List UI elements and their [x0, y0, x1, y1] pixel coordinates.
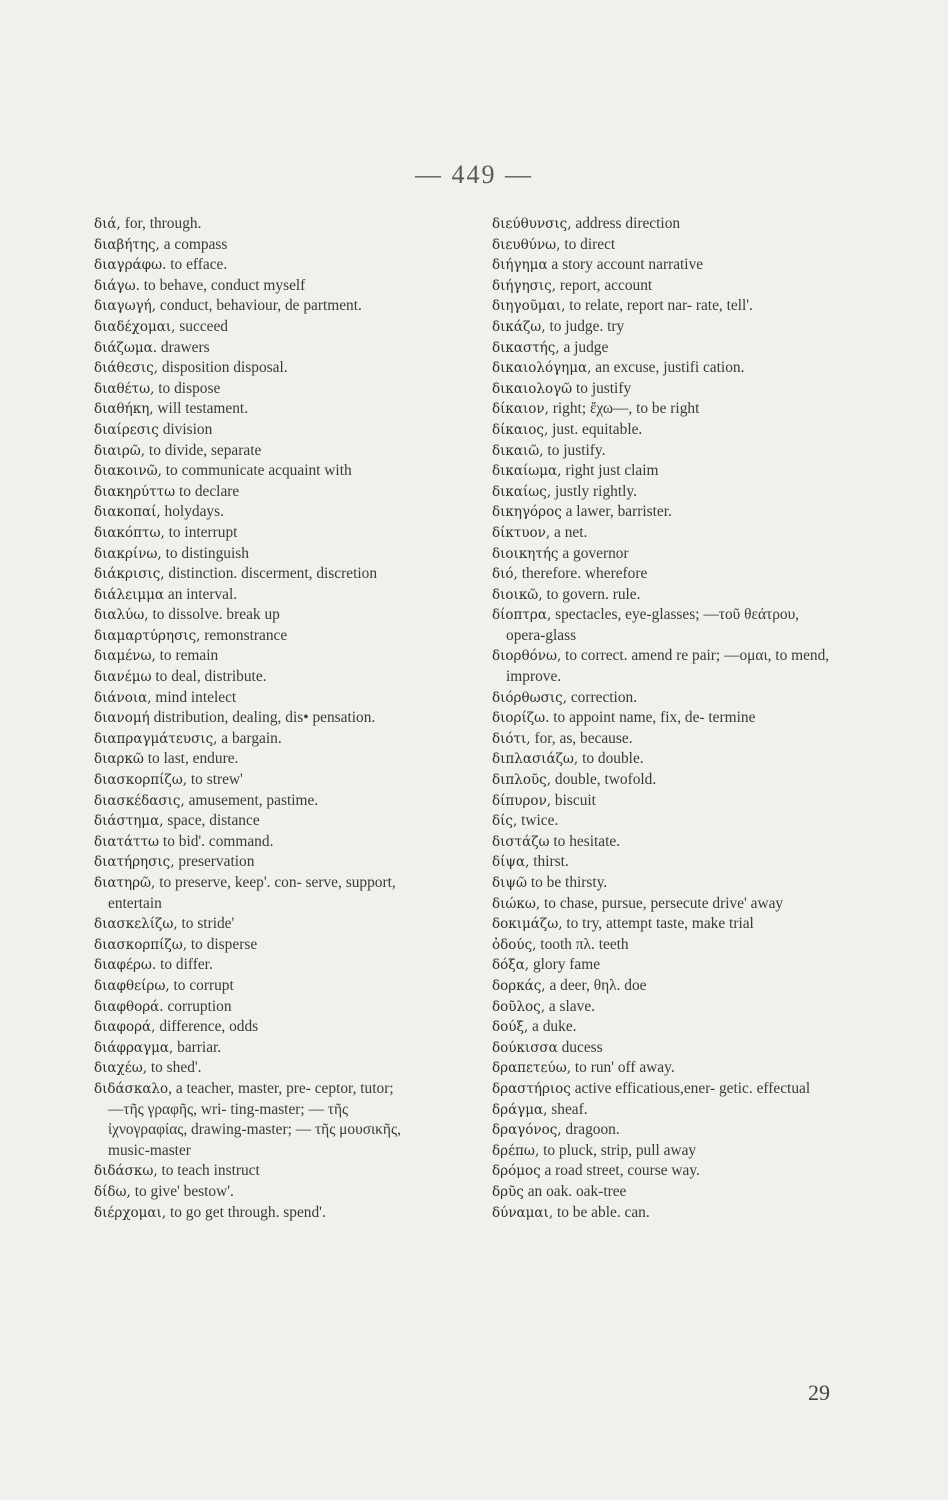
entry-definition: a compass: [159, 235, 228, 253]
entry-headword: διαφέρω.: [94, 957, 157, 974]
dictionary-entry: [492, 214, 832, 235]
dictionary-entry: [94, 420, 412, 441]
dictionary-entry: [94, 832, 412, 853]
entry-definition: biscuit: [551, 791, 596, 809]
dictionary-entry: [94, 1058, 412, 1079]
dictionary-entry: [94, 935, 412, 956]
dictionary-entry: [94, 749, 412, 770]
entry-headword: διαγωγή,: [94, 298, 157, 315]
dictionary-entry: [492, 523, 832, 544]
dictionary-entry: [94, 338, 412, 359]
entry-definition: to give' bestow'.: [130, 1182, 234, 1200]
entry-definition: address direction: [571, 215, 681, 232]
dictionary-entry: [94, 1203, 412, 1224]
left-column: [94, 214, 412, 1223]
entry-headword: διαγράφω.: [94, 257, 167, 274]
entry-headword: δρέπω,: [492, 1142, 540, 1159]
entry-definition: to pluck, strip, pull away: [539, 1141, 697, 1159]
entry-headword: διάθεσις,: [94, 360, 159, 377]
entry-headword: διατηρῶ,: [94, 875, 156, 891]
dictionary-entry: [94, 523, 412, 544]
entry-headword: διασκορπίζω,: [94, 772, 188, 789]
dictionary-entry: [492, 749, 832, 770]
entry-definition: to distinguish: [161, 544, 249, 562]
dictionary-entry: [94, 1161, 412, 1182]
entry-headword: διασκέδασις,: [94, 792, 185, 809]
entry-definition: to justify.: [543, 441, 606, 459]
entry-headword: διαμαρτύρησις,: [94, 627, 201, 644]
dictionary-entry: [492, 811, 832, 832]
entry-headword: δόξα,: [492, 957, 530, 974]
entry-headword: διαρκῶ: [94, 751, 144, 768]
entry-definition: amusement, pastime.: [184, 791, 319, 809]
entry-headword: δικαίως,: [492, 483, 552, 500]
entry-definition: to communicate acquaint with: [161, 462, 352, 480]
entry-definition: , a teacher, master, pre- ceptor, tutor; —τῆς γραφῆς, wri- ting-master; — τῆς ἰχνογραφίας, drawing-master; — τῆς μουσικῆς, music-master: [108, 1079, 401, 1159]
dictionary-entry: [492, 791, 832, 812]
dictionary-entry: [492, 1141, 832, 1162]
dictionary-entry: [94, 1038, 412, 1059]
entry-headword: δύναμαι,: [492, 1204, 554, 1221]
entry-headword: διορθόνω,: [492, 648, 562, 665]
entry-definition: a judge: [559, 338, 609, 356]
dictionary-entry: [492, 1038, 832, 1059]
dictionary-entry: [94, 482, 412, 503]
dictionary-entry: [94, 688, 412, 709]
dictionary-entry: [492, 502, 832, 523]
entry-headword: διασκορπίζω,: [94, 936, 188, 953]
entry-headword: διακόπτω,: [94, 524, 165, 541]
entry-definition: to chase, pursue, persecute drive' away: [540, 894, 784, 912]
entry-headword: δικαιολόγημα,: [492, 360, 592, 377]
entry-definition: to appoint name, fix, de- termine: [549, 709, 756, 727]
entry-headword: διασκελίζω,: [94, 916, 178, 933]
dictionary-entry: [94, 914, 412, 935]
entry-definition: to dissolve. break up: [148, 606, 280, 624]
dictionary-entry: [492, 1017, 832, 1038]
entry-headword: δικηγόρος: [492, 504, 562, 521]
entry-definition: to preserve, keep'. con- serve, support, entertain: [108, 874, 396, 912]
entry-definition: an interval.: [164, 585, 238, 603]
entry-definition: to stride': [177, 915, 235, 933]
dictionary-entry: [94, 667, 412, 688]
entry-headword: διαλύω,: [94, 607, 149, 624]
entry-headword: δούξ,: [492, 1019, 529, 1036]
entry-headword: δίδω,: [94, 1183, 131, 1200]
dictionary-entry: [94, 646, 412, 667]
dictionary-entry: [492, 832, 832, 853]
dictionary-entry: [492, 955, 832, 976]
entry-definition: barriar.: [173, 1038, 222, 1056]
dictionary-entry: [94, 296, 412, 317]
entry-definition: a bargain.: [217, 729, 282, 747]
entry-definition: remonstrance: [200, 626, 288, 644]
dictionary-entry: [492, 894, 832, 915]
entry-headword: διανέμω: [94, 669, 152, 686]
dictionary-entry: [492, 482, 832, 503]
dictionary-entry: [94, 708, 412, 729]
entry-headword: δικαιῶ,: [492, 442, 544, 459]
dictionary-entry: [94, 852, 412, 873]
dictionary-entry: [492, 399, 832, 420]
entry-definition: to try, attempt taste, make trial: [562, 915, 754, 933]
dictionary-entry: [492, 358, 832, 379]
entry-definition: a story account narrative: [547, 256, 704, 274]
entry-headword: διάζωμα.: [94, 339, 158, 356]
dictionary-entry: [492, 688, 832, 709]
dictionary-entry: [94, 276, 412, 297]
dictionary-entry: [94, 461, 412, 482]
entry-headword: διάλειμμα: [94, 586, 165, 603]
dictionary-entry: [492, 1161, 832, 1182]
entry-definition: to direct: [560, 235, 616, 253]
dictionary-entry: [94, 955, 412, 976]
entry-headword: διήγησις,: [492, 277, 557, 294]
entry-definition: to deal, distribute.: [151, 668, 267, 686]
dictionary-entry: [94, 605, 412, 626]
entry-definition: twice.: [517, 812, 559, 830]
dictionary-entry: [94, 997, 412, 1018]
entry-definition: to bid'. command.: [159, 832, 274, 850]
entry-definition: right; ἔχω—, to be right: [548, 400, 700, 418]
entry-headword: διακηρύττω: [94, 483, 176, 500]
entry-headword: διαθέτω,: [94, 380, 155, 397]
entry-definition: sheaf.: [547, 1100, 588, 1118]
dictionary-entry: [94, 235, 412, 256]
entry-definition: a slave.: [545, 997, 595, 1015]
entry-headword: διατήρησις,: [94, 854, 175, 871]
entry-definition: dragoon.: [561, 1121, 620, 1139]
dictionary-entry: [94, 1079, 412, 1161]
entry-headword: δοῦλος,: [492, 998, 545, 1015]
entry-headword: διάγω.: [94, 277, 140, 294]
entry-definition: a deer, θηλ. doe: [545, 976, 647, 994]
entry-definition: drawers: [157, 338, 210, 356]
entry-headword: διώκω,: [492, 895, 541, 912]
entry-headword: δικαιολογῶ: [492, 380, 573, 397]
dictionary-entry: [94, 399, 412, 420]
entry-definition: an excuse, justifi cation.: [591, 359, 745, 377]
entry-headword: δίκαιος,: [492, 421, 549, 438]
entry-definition: to hesitate.: [549, 832, 621, 850]
entry-definition: tooth πλ. teeth: [536, 935, 629, 953]
dictionary-entry: [94, 358, 412, 379]
entry-headword: δρῦς: [492, 1183, 524, 1200]
entry-headword: διαφθορά.: [94, 998, 164, 1015]
entry-headword: δίπυρον,: [492, 792, 552, 809]
dictionary-entry: [94, 770, 412, 791]
dictionary-entry: [94, 502, 412, 523]
dictionary-entry: [94, 811, 412, 832]
entry-definition: will testament.: [153, 400, 249, 418]
dictionary-entry: [94, 379, 412, 400]
entry-headword: δίκτυον,: [492, 524, 551, 541]
dictionary-entry: [492, 255, 832, 276]
dictionary-entry: [492, 564, 832, 585]
entry-headword: δραγόνος,: [492, 1122, 562, 1139]
dictionary-entry: [492, 1182, 832, 1203]
dictionary-entry: [94, 626, 412, 647]
dictionary-entry: [492, 873, 832, 894]
entry-definition: to efface.: [166, 256, 228, 274]
entry-headword: διαφθείρω,: [94, 977, 170, 994]
entry-headword: διαδέχομαι,: [94, 318, 176, 335]
entry-headword: δίς,: [492, 813, 518, 830]
entry-headword: δράγμα,: [492, 1101, 548, 1118]
entry-headword: διάκρισις,: [94, 566, 165, 583]
entry-definition: to correct. amend re pair; —ομαι, to mend, improve.: [506, 647, 830, 686]
dictionary-entry: [492, 338, 832, 359]
entry-definition: to disperse: [187, 935, 258, 953]
entry-definition: to strew': [187, 771, 243, 789]
entry-headword: διήγημα: [492, 257, 548, 274]
entry-definition: to run' off away.: [571, 1059, 675, 1077]
entry-headword: δικάζω,: [492, 318, 546, 335]
entry-headword: διότι,: [492, 730, 531, 747]
entry-headword: δίψα,: [492, 854, 530, 871]
entry-definition: to double.: [578, 750, 644, 768]
entry-headword: διακρίνω,: [94, 545, 162, 562]
page-number: — 449 —: [415, 160, 533, 189]
entry-headword: διά,: [94, 216, 121, 232]
dictionary-entry: [94, 729, 412, 750]
entry-headword: δορκάς,: [492, 977, 546, 994]
entry-headword: διστάζω: [492, 833, 550, 850]
entry-definition: glory fame: [529, 956, 601, 974]
entry-definition: to behave, conduct myself: [139, 276, 306, 294]
dictionary-entry: [94, 1017, 412, 1038]
entry-headword: διακοπαί,: [94, 504, 161, 521]
dictionary-entry: [492, 1120, 832, 1141]
dictionary-entry: [492, 379, 832, 400]
entry-definition: to relate, report nar- rate, tell'.: [565, 297, 753, 315]
entry-headword: ὀδούς,: [492, 936, 537, 953]
right-column: [492, 214, 832, 1223]
entry-headword: διψῶ: [492, 875, 528, 891]
entry-headword: διάνοια,: [94, 689, 152, 706]
entry-headword: διπλασιάζω,: [492, 751, 579, 768]
dictionary-entry: [94, 317, 412, 338]
dictionary-entry: [492, 605, 832, 646]
entry-definition: an oak. oak-tree: [523, 1182, 627, 1200]
dictionary-entry: [94, 1182, 412, 1203]
entry-definition: to remain: [155, 647, 219, 665]
entry-definition: space, distance: [163, 812, 260, 830]
entry-headword: διό,: [492, 566, 518, 583]
dictionary-entry: [492, 441, 832, 462]
dictionary-entry: [492, 914, 832, 935]
entry-headword: δίκαιον,: [492, 401, 549, 418]
dictionary-entry: [492, 420, 832, 441]
entry-headword: διαιρῶ,: [94, 442, 146, 459]
entry-definition: correction.: [566, 688, 638, 706]
dictionary-entry: [94, 791, 412, 812]
dictionary-entry: [492, 708, 832, 729]
entry-definition: to shed'.: [147, 1059, 202, 1077]
dictionary-entry: [492, 276, 832, 297]
entry-definition: to govern. rule.: [542, 585, 641, 603]
dictionary-entry: [492, 317, 832, 338]
dictionary-entry: [492, 997, 832, 1018]
entry-definition: a duke.: [528, 1018, 577, 1036]
dictionary-entry: [492, 461, 832, 482]
entry-headword: διαίρεσις: [94, 421, 159, 438]
entry-definition: conduct, behaviour, de partment.: [156, 297, 362, 315]
dictionary-entry: [94, 564, 412, 585]
dictionary-entry: [492, 1079, 832, 1100]
entry-definition: report, account: [556, 276, 653, 294]
entry-definition: a road street, course way.: [540, 1162, 700, 1180]
entry-headword: διαθήκη,: [94, 401, 154, 418]
entry-definition: active efficatious,ener- getic. effectual: [570, 1079, 811, 1097]
entry-definition: distribution, dealing, dis• pensation.: [149, 709, 376, 727]
dictionary-entry: [492, 544, 832, 565]
dictionary-entry: [492, 1058, 832, 1079]
entry-definition: to last, endure.: [143, 750, 239, 768]
entry-definition: double, twofold.: [551, 771, 657, 789]
entry-headword: διοικητής: [492, 545, 559, 562]
entry-definition: division: [158, 420, 213, 438]
entry-definition: to justify: [572, 379, 632, 397]
entry-definition: to teach instruct: [157, 1162, 260, 1180]
entry-definition: to declare: [175, 482, 240, 500]
entry-headword: διόρθωσις,: [492, 689, 567, 706]
entry-definition: to interrupt: [164, 523, 238, 541]
dictionary-entry: [94, 976, 412, 997]
entry-headword: διέρχομαι,: [94, 1204, 167, 1221]
dictionary-entry: [492, 976, 832, 997]
entry-headword: διάφραγμα,: [94, 1039, 174, 1056]
entry-headword: διατάττω: [94, 833, 160, 850]
dictionary-entry: [492, 235, 832, 256]
entry-headword: δούκισσα: [492, 1039, 558, 1056]
entry-definition: to judge. try: [545, 317, 625, 335]
entry-definition: mind intelect: [151, 688, 237, 706]
entry-definition: thirst.: [529, 853, 569, 871]
entry-definition: a lawer, barrister.: [561, 503, 672, 521]
entry-headword: δικαίωμα,: [492, 463, 562, 480]
dictionary-entry: [492, 1100, 832, 1121]
entry-definition: preservation: [174, 853, 255, 871]
entry-definition: to be able. can.: [553, 1203, 650, 1221]
entry-definition: holydays.: [160, 503, 224, 521]
entry-definition: therefore. wherefore: [517, 565, 648, 583]
entry-definition: to be thirsty.: [527, 874, 608, 891]
entry-headword: διακοινῶ,: [94, 463, 162, 480]
dictionary-entry: [492, 729, 832, 750]
dictionary-entry: [492, 585, 832, 606]
dictionary-entry: [94, 873, 412, 914]
entry-headword: δίοπτρα,: [492, 607, 552, 624]
entry-headword: διεύθυνσις,: [492, 216, 572, 232]
dictionary-entry: [492, 852, 832, 873]
entry-definition: to differ.: [156, 956, 213, 974]
entry-headword: δραστήριος: [492, 1080, 571, 1097]
entry-definition: to go get through. spend'.: [166, 1203, 326, 1221]
entry-definition: distinction. discerment, discretion: [164, 565, 378, 583]
entry-definition: just. equitable.: [548, 420, 643, 438]
entry-headword: διδάσκω,: [94, 1163, 158, 1180]
dictionary-entry: [492, 770, 832, 791]
dictionary-entry: [94, 441, 412, 462]
dictionary-entry: [94, 544, 412, 565]
dictionary-entry: [94, 255, 412, 276]
entry-headword: διηγοῦμαι,: [492, 298, 566, 315]
entry-definition: succeed: [175, 317, 229, 335]
entry-definition: to dispose: [154, 379, 221, 397]
signature-mark: 29: [808, 1380, 830, 1405]
entry-headword: διπλοῦς,: [492, 772, 552, 789]
entry-headword: διάστημα,: [94, 813, 164, 830]
entry-headword: διευθύνω,: [492, 236, 561, 253]
entry-headword: διδάσκαλο: [94, 1080, 169, 1097]
entry-headword: διαβήτης,: [94, 236, 160, 253]
dictionary-entry: [94, 214, 412, 235]
entry-definition: difference, odds: [155, 1018, 259, 1036]
entry-headword: διαμένω,: [94, 648, 156, 665]
dictionary-entry: [492, 296, 832, 317]
entry-definition: a net.: [550, 523, 588, 541]
entry-definition: a governor: [558, 544, 629, 562]
entry-headword: διορίζω.: [492, 710, 550, 727]
entry-definition: justly rightly.: [551, 482, 637, 500]
entry-headword: δικαστής,: [492, 339, 560, 356]
entry-definition: spectacles, eye-glasses; —τοῦ θεάτρου, opera-glass: [506, 606, 800, 644]
entry-definition: to corrupt: [169, 976, 234, 994]
entry-definition: right just claim: [561, 462, 659, 480]
dictionary-entry: [94, 585, 412, 606]
entry-headword: δραπετεύω,: [492, 1060, 572, 1077]
entry-definition: to divide, separate: [145, 441, 262, 459]
entry-headword: διαχέω,: [94, 1060, 148, 1077]
entry-definition: ducess: [557, 1038, 603, 1056]
entry-headword: διαπραγμάτευσις,: [94, 730, 218, 747]
entry-definition: corruption: [163, 997, 232, 1015]
entry-headword: δοκιμάζω,: [492, 916, 563, 933]
entry-definition: disposition disposal.: [158, 359, 288, 377]
dictionary-entry: [492, 1203, 832, 1224]
entry-headword: διοικῶ,: [492, 586, 543, 603]
entry-headword: δρόμος: [492, 1163, 541, 1180]
entry-headword: διαφορά,: [94, 1019, 156, 1036]
entry-definition: for, as, because.: [530, 729, 633, 747]
dictionary-entry: [492, 935, 832, 956]
dictionary-entry: [492, 646, 832, 687]
entry-headword: διανομή: [94, 710, 150, 727]
entry-definition: for, through.: [120, 215, 202, 232]
